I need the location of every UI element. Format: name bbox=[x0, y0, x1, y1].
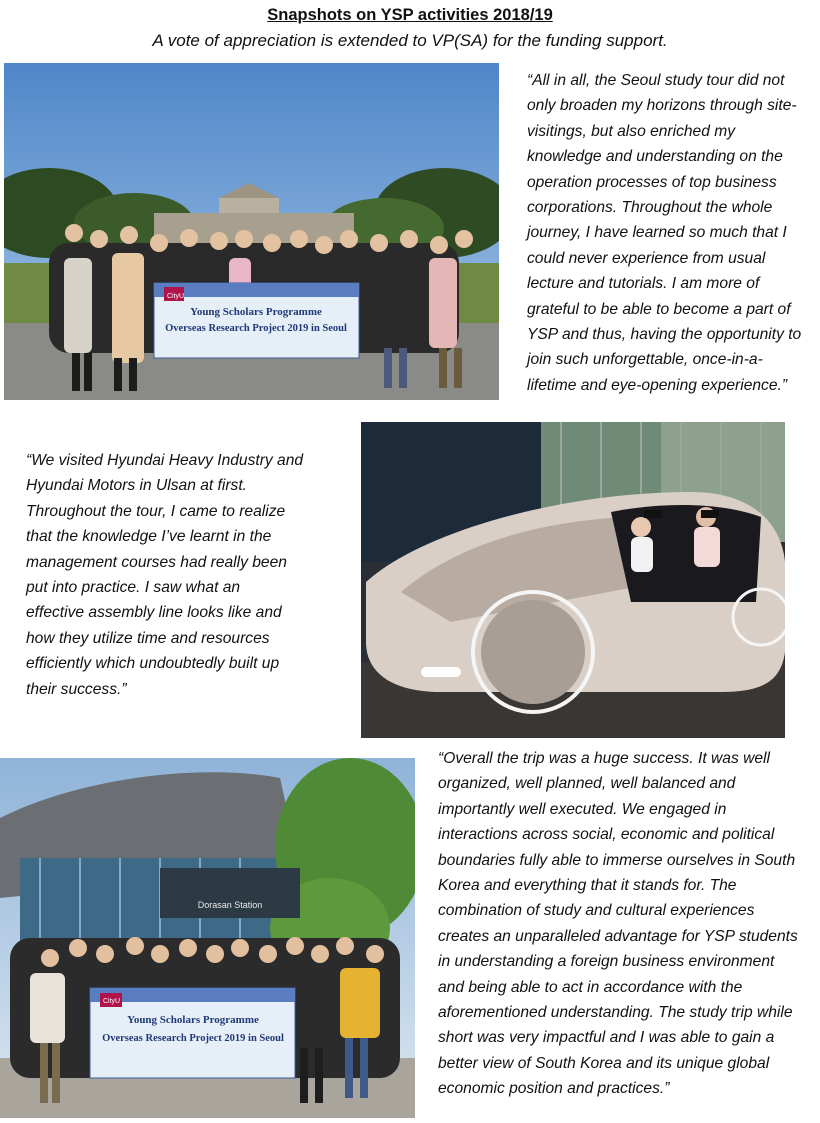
quote-line: join such unforgettable, once-in-a- bbox=[527, 351, 763, 369]
quote-line: in understanding a foreign business environment bbox=[438, 953, 775, 971]
quote-line: Throughout the tour, I came to realize bbox=[26, 502, 286, 520]
quote-line: Hyundai Motors in Ulsan at first. bbox=[26, 477, 247, 495]
quote-line: short was very impactful and I was able to gain a bbox=[438, 1029, 775, 1047]
quote-trip-success bbox=[438, 746, 818, 1102]
quote-line: only broaden my horizons through site- bbox=[527, 97, 797, 115]
quote-line: could never experience from usual bbox=[527, 249, 766, 267]
quote-line: boundaries fully able to immerse ourselves in South bbox=[438, 851, 796, 869]
quote-line: lecture and tutorials. I am more of bbox=[527, 275, 760, 293]
quote-line: lifetime and eye-opening experience.” bbox=[527, 376, 788, 394]
quote-line: their success.” bbox=[26, 680, 127, 698]
banner-line-2: Overseas Research Project 2019 in Seoul bbox=[165, 323, 347, 334]
banner-line-1: Young Scholars Programme bbox=[190, 306, 322, 318]
banner-logo: CityU bbox=[167, 293, 185, 300]
quote-line: grateful to be able to become a part of bbox=[527, 300, 791, 318]
station-sign: Dorasan Station bbox=[197, 900, 263, 910]
station-group-photo bbox=[0, 758, 415, 1118]
quote-line: corporations. Throughout the whole bbox=[527, 199, 773, 217]
quote-line: that the knowledge I’ve learnt in the bbox=[26, 528, 272, 546]
quote-line: “All in all, the Seoul study tour did not bbox=[527, 72, 785, 89]
quote-line: put into practice. I saw what an bbox=[26, 579, 241, 597]
quote-line: combination of study and cultural experiences bbox=[438, 902, 755, 920]
quote-line: creates an unparalleled advantage for YSP students bbox=[438, 927, 798, 945]
quote-line: journey, I have learned so much that I bbox=[527, 224, 787, 242]
quote-line: effective assembly line looks like and bbox=[26, 604, 282, 622]
quote-line: and being able to act in accordance with the bbox=[438, 978, 743, 996]
quote-line: “We visited Hyundai Heavy Industry and bbox=[26, 452, 304, 469]
banner-line-1: Young Scholars Programme bbox=[127, 1014, 259, 1026]
quote-line: operation processes of top business bbox=[527, 173, 777, 191]
banner-logo: CityU bbox=[103, 998, 121, 1005]
quote-line: importantly well executed. We engaged in bbox=[438, 800, 727, 818]
quote-line: YSP and thus, having the opportunity to bbox=[527, 326, 802, 344]
quote-line: “Overall the trip was a huge success. It was well bbox=[438, 750, 770, 767]
quote-line: visitings, but also enriched my bbox=[527, 122, 736, 140]
quote-line: better view of South Korea and its unique global bbox=[438, 1054, 770, 1072]
banner-line-2: Overseas Research Project 2019 in Seoul bbox=[102, 1033, 284, 1044]
quote-line: organized, well planned, well balanced and bbox=[438, 775, 736, 793]
quote-line: knowledge and understanding on the bbox=[527, 148, 783, 166]
campus-group-photo bbox=[4, 63, 499, 400]
quote-line: interactions across social, economic and political bbox=[438, 826, 775, 844]
car-showroom-photo bbox=[361, 422, 785, 738]
page-title: Snapshots on YSP activities 2018/19 bbox=[267, 6, 553, 24]
quote-line: management courses had really been bbox=[26, 553, 287, 571]
page-subtitle: A vote of appreciation is extended to VP(SA) for the funding support. bbox=[152, 31, 668, 50]
quote-line: efficiently which undoubtedly built up bbox=[26, 655, 280, 673]
quote-seoul-tour bbox=[527, 68, 817, 398]
quote-line: Korea and everything that it stands for. The bbox=[438, 877, 737, 895]
quote-line: economic position and practices.” bbox=[438, 1080, 670, 1098]
quote-line: aforementioned understanding. The study trip while bbox=[438, 1004, 793, 1022]
quote-line: how they utilize time and resources bbox=[26, 629, 270, 647]
quote-hyundai-visit bbox=[26, 448, 346, 702]
